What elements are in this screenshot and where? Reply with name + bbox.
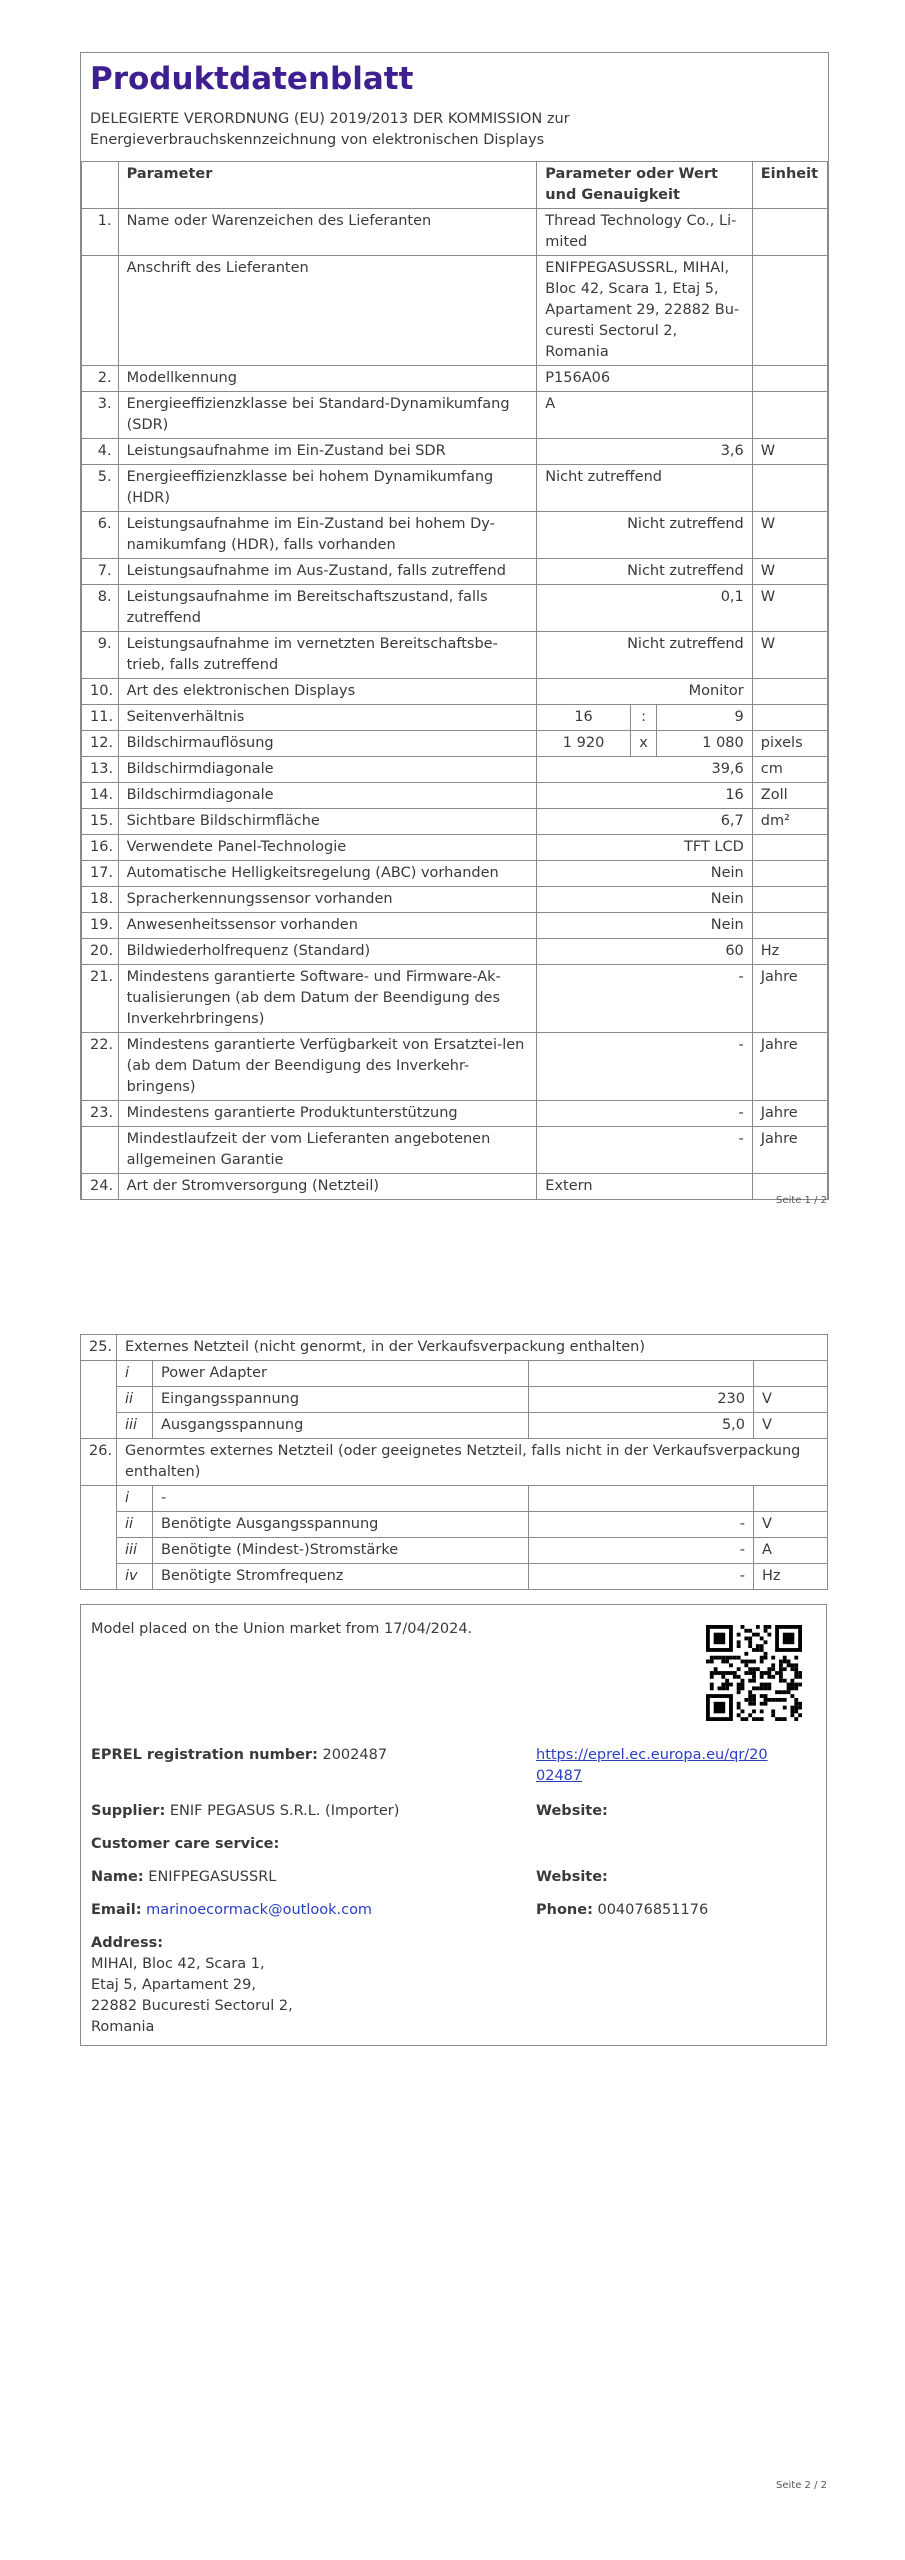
table-row (82, 256, 828, 366)
row-parameter: Automatische Helligkeitsregelung (ABC) vorhanden (118, 861, 537, 887)
table-row (82, 1127, 828, 1174)
email-label: Email: (91, 1902, 142, 1918)
website-label: Website: (536, 1803, 608, 1819)
psu-title: Genormtes externes Netzteil (oder geeignetes Netzteil, falls nicht in der Verkaufsverpackung enthalten) (117, 1439, 828, 1486)
table-row (82, 835, 828, 861)
row-unit (752, 366, 827, 392)
row-number: 23. (82, 1101, 119, 1127)
table-row (82, 913, 828, 939)
psu-item-row (81, 1361, 828, 1387)
row-parameter: Seitenverhältnis (118, 705, 537, 731)
row-number (82, 1127, 119, 1174)
row-unit: Jahre (752, 1101, 827, 1127)
row-number: 24. (82, 1174, 119, 1200)
row-value: 6,7 (537, 809, 752, 835)
psu-item-label: Power Adapter (153, 1361, 529, 1387)
psu-item-unit: V (754, 1512, 828, 1538)
row-number: 8. (82, 585, 119, 632)
row-unit: Jahre (752, 1127, 827, 1174)
psu-item-unit: A (754, 1538, 828, 1564)
eprel-link[interactable] (536, 1745, 768, 1787)
row-value: A (537, 392, 752, 439)
phone-label: Phone: (536, 1902, 593, 1918)
row-number: 10. (82, 679, 119, 705)
table-header-row (82, 162, 828, 209)
eprel-label: EPREL registration number: (91, 1747, 318, 1763)
row-parameter: Bildwiederholfrequenz (Standard) (118, 939, 537, 965)
supplier-label: Supplier: (91, 1803, 166, 1819)
row-value: - (537, 1033, 752, 1101)
psu-item-row (81, 1538, 828, 1564)
table-row (82, 366, 828, 392)
row-value: Thread Technology Co., Li-mited (537, 209, 752, 256)
psu-number: 25. (81, 1335, 117, 1361)
page-number-1: Seite 1 / 2 (776, 1195, 827, 1206)
row-parameter: Leistungsaufnahme im Aus-Zustand, falls zutreffend (118, 559, 537, 585)
qr-code-icon[interactable] (706, 1625, 802, 1721)
name-label: Name: (91, 1869, 144, 1885)
row-parameter: Bildschirmdiagonale (118, 783, 537, 809)
row-unit (752, 861, 827, 887)
row-value-separator: : (630, 705, 656, 731)
psu-item-index: iii (117, 1413, 153, 1439)
row-value: Nein (537, 913, 752, 939)
table-row (82, 512, 828, 559)
row-unit: W (752, 439, 827, 465)
row-number: 9. (82, 632, 119, 679)
row-parameter: Mindestens garantierte Software- und Firmware-Ak-tualisierungen (ab dem Datum der Beendigung des Inverkehrbringens) (118, 965, 537, 1033)
psu-item-value (529, 1361, 754, 1387)
row-value-b: 9 (657, 705, 753, 731)
power-supply-table (80, 1334, 828, 1590)
psu-item-label: - (153, 1486, 529, 1512)
psu-section-row (81, 1335, 828, 1361)
row-number: 2. (82, 366, 119, 392)
row-value: Nicht zutreffend (537, 632, 752, 679)
table-row (82, 439, 828, 465)
row-unit (752, 209, 827, 256)
row-parameter: Art der Stromversorgung (Netzteil) (118, 1174, 537, 1200)
psu-item-value: 230 (529, 1387, 754, 1413)
row-value: - (537, 1127, 752, 1174)
row-unit: Jahre (752, 1033, 827, 1101)
row-parameter: Art des elektronischen Displays (118, 679, 537, 705)
psu-item-index: i (117, 1486, 153, 1512)
eprel-link-line-1[interactable]: https://eprel.ec.europa.eu/qr/20 (536, 1747, 768, 1763)
table-row (82, 209, 828, 256)
row-value: 0,1 (537, 585, 752, 632)
row-number: 12. (82, 731, 119, 757)
header-unit: Einheit (752, 162, 827, 209)
table-row (82, 465, 828, 512)
row-number: 13. (82, 757, 119, 783)
table-row (82, 783, 828, 809)
psu-item-unit: Hz (754, 1564, 828, 1590)
address-line: MIHAI, Bloc 42, Scara 1, (91, 1956, 265, 1972)
psu-item-index: iii (117, 1538, 153, 1564)
table-row (82, 585, 828, 632)
table-row (82, 1101, 828, 1127)
table-row (82, 559, 828, 585)
psu-item-value: - (529, 1512, 754, 1538)
psu-item-row (81, 1413, 828, 1439)
row-number: 17. (82, 861, 119, 887)
psu-item-index: iv (117, 1564, 153, 1590)
row-number: 6. (82, 512, 119, 559)
header-value: Parameter oder Wert und Genauigkeit (537, 162, 752, 209)
row-number: 19. (82, 913, 119, 939)
table-row (82, 887, 828, 913)
name-value: ENIFPEGASUSSRL (148, 1869, 277, 1885)
row-number (82, 256, 119, 366)
row-unit: dm² (752, 809, 827, 835)
address-line: 22882 Bucuresti Sectorul 2, (91, 1998, 293, 2014)
row-value-separator: x (630, 731, 656, 757)
row-unit: pixels (752, 731, 827, 757)
row-number: 22. (82, 1033, 119, 1101)
row-number: 16. (82, 835, 119, 861)
eprel-registration (91, 1745, 387, 1766)
row-parameter: Bildschirmauflösung (118, 731, 537, 757)
table-row (82, 632, 828, 679)
website-label-2: Website: (536, 1869, 608, 1885)
row-parameter: Energieeffizienzklasse bei Standard-Dynamikumfang (SDR) (118, 392, 537, 439)
row-value: 39,6 (537, 757, 752, 783)
parameter-table (81, 161, 828, 1200)
email-line (91, 1900, 372, 1921)
email-link[interactable]: marinoecormack@outlook.com (146, 1902, 373, 1918)
table-row (82, 965, 828, 1033)
row-parameter: Leistungsaufnahme im vernetzten Bereitschaftsbe-trieb, falls zutreffend (118, 632, 537, 679)
row-value: Nicht zutreffend (537, 512, 752, 559)
table-row (82, 1033, 828, 1101)
row-number: 3. (82, 392, 119, 439)
row-unit: W (752, 585, 827, 632)
row-unit (752, 705, 827, 731)
row-unit: Hz (752, 939, 827, 965)
page-title: Produktdatenblatt (90, 61, 414, 97)
psu-item-row (81, 1512, 828, 1538)
psu-item-value: - (529, 1538, 754, 1564)
row-unit: cm (752, 757, 827, 783)
row-value-b: 1 080 (657, 731, 753, 757)
row-value-a: 16 (537, 705, 631, 731)
psu-item-index: ii (117, 1512, 153, 1538)
header-parameter: Parameter (118, 162, 537, 209)
psu-item-value (529, 1486, 754, 1512)
psu-item-label: Benötigte Stromfrequenz (153, 1564, 529, 1590)
address-block (91, 1933, 293, 2038)
row-parameter: Name oder Warenzeichen des Lieferanten (118, 209, 537, 256)
supplier-info-box (80, 1604, 827, 2046)
row-parameter: Anschrift des Lieferanten (118, 256, 537, 366)
page-number-2: Seite 2 / 2 (776, 2480, 827, 2491)
row-number: 11. (82, 705, 119, 731)
table-row (82, 679, 828, 705)
row-unit: Zoll (752, 783, 827, 809)
regulation-subtitle: DELEGIERTE VERORDNUNG (EU) 2019/2013 DER KOMMISSION zur Energieverbrauchskennzeichnung von elektronischen Displays (90, 111, 570, 148)
table-row (82, 392, 828, 439)
row-unit (752, 835, 827, 861)
row-value: - (537, 1101, 752, 1127)
address-line: Romania (91, 2019, 155, 2035)
market-placement-text: Model placed on the Union market from 17/04/2024. (91, 1621, 473, 1637)
table-row (82, 809, 828, 835)
row-value: ENIFPEGASUSSRL, MIHAI, Bloc 42, Scara 1, Etaj 5, Apartament 29, 22882 Bu-curesti Sectorul 2, Romania (537, 256, 752, 366)
psu-number: 26. (81, 1439, 117, 1486)
row-number: 14. (82, 783, 119, 809)
row-number: 18. (82, 887, 119, 913)
product-datasheet-page-1 (80, 52, 829, 1200)
row-parameter: Leistungsaufnahme im Ein-Zustand bei SDR (118, 439, 537, 465)
row-value: Extern (537, 1174, 752, 1200)
row-number: 7. (82, 559, 119, 585)
row-value: 60 (537, 939, 752, 965)
psu-item-row (81, 1486, 828, 1512)
supplier-line (91, 1801, 399, 1822)
row-number: 4. (82, 439, 119, 465)
psu-item-value: - (529, 1564, 754, 1590)
row-number: 15. (82, 809, 119, 835)
row-value: 16 (537, 783, 752, 809)
row-number: 5. (82, 465, 119, 512)
row-unit (752, 679, 827, 705)
row-parameter: Spracherkennungssensor vorhanden (118, 887, 537, 913)
row-number: 20. (82, 939, 119, 965)
psu-item-unit: V (754, 1413, 828, 1439)
psu-item-unit: V (754, 1387, 828, 1413)
row-value: - (537, 965, 752, 1033)
row-value-a: 1 920 (537, 731, 631, 757)
row-parameter: Mindestens garantierte Verfügbarkeit von Ersatztei-len (ab dem Datum der Beendigung des Inverkehr-bringens) (118, 1033, 537, 1101)
row-unit (752, 392, 827, 439)
row-unit: Jahre (752, 965, 827, 1033)
psu-item-row (81, 1387, 828, 1413)
row-parameter: Verwendete Panel-Technologie (118, 835, 537, 861)
row-unit: W (752, 632, 827, 679)
eprel-number: 2002487 (322, 1747, 388, 1763)
table-row (82, 705, 828, 731)
psu-title: Externes Netzteil (nicht genormt, in der Verkaufsverpackung enthalten) (117, 1335, 828, 1361)
table-row (82, 939, 828, 965)
row-unit (752, 887, 827, 913)
row-value: Nicht zutreffend (537, 465, 752, 512)
table-row (82, 757, 828, 783)
psu-item-label: Ausgangsspannung (153, 1413, 529, 1439)
row-unit: W (752, 512, 827, 559)
row-value: Nein (537, 887, 752, 913)
phone-value: 004076851176 (597, 1902, 709, 1918)
psu-item-unit (754, 1361, 828, 1387)
row-unit (752, 256, 827, 366)
table-row (82, 861, 828, 887)
row-parameter: Mindestens garantierte Produktunterstützung (118, 1101, 537, 1127)
row-parameter: Energieeffizienzklasse bei hohem Dynamikumfang (HDR) (118, 465, 537, 512)
row-value: Nicht zutreffend (537, 559, 752, 585)
row-value: TFT LCD (537, 835, 752, 861)
phone-line (536, 1900, 708, 1921)
address-line: Etaj 5, Apartament 29, (91, 1977, 256, 1993)
row-parameter: Sichtbare Bildschirmfläche (118, 809, 537, 835)
address-label: Address: (91, 1935, 164, 1951)
row-parameter: Anwesenheitssensor vorhanden (118, 913, 537, 939)
row-parameter: Leistungsaufnahme im Ein-Zustand bei hohem Dy-namikumfang (HDR), falls vorhanden (118, 512, 537, 559)
row-number: 1. (82, 209, 119, 256)
row-value: Monitor (537, 679, 752, 705)
row-unit (752, 465, 827, 512)
row-parameter: Mindestlaufzeit der vom Lieferanten angebotenen allgemeinen Garantie (118, 1127, 537, 1174)
row-unit (752, 913, 827, 939)
row-unit: W (752, 559, 827, 585)
eprel-link-line-2[interactable]: 02487 (536, 1768, 583, 1784)
table-row (82, 731, 828, 757)
row-value: P156A06 (537, 366, 752, 392)
power-supply-section (80, 1334, 827, 1590)
row-parameter: Leistungsaufnahme im Bereitschaftszustand, falls zutreffend (118, 585, 537, 632)
psu-item-label: Benötigte (Mindest-)Stromstärke (153, 1538, 529, 1564)
psu-item-label: Benötigte Ausgangsspannung (153, 1512, 529, 1538)
row-number: 21. (82, 965, 119, 1033)
customer-care-label: Customer care service: (91, 1836, 280, 1852)
supplier-value: ENIF PEGASUS S.R.L. (Importer) (169, 1803, 400, 1819)
psu-item-value: 5,0 (529, 1413, 754, 1439)
row-parameter: Bildschirmdiagonale (118, 757, 537, 783)
row-parameter: Modellkennung (118, 366, 537, 392)
psu-item-unit (754, 1486, 828, 1512)
psu-item-index: i (117, 1361, 153, 1387)
psu-item-row (81, 1564, 828, 1590)
row-value: Nein (537, 861, 752, 887)
psu-item-label: Eingangsspannung (153, 1387, 529, 1413)
psu-section-row (81, 1439, 828, 1486)
row-value: 3,6 (537, 439, 752, 465)
table-row (82, 1174, 828, 1200)
care-name-line (91, 1867, 276, 1888)
psu-item-index: ii (117, 1387, 153, 1413)
